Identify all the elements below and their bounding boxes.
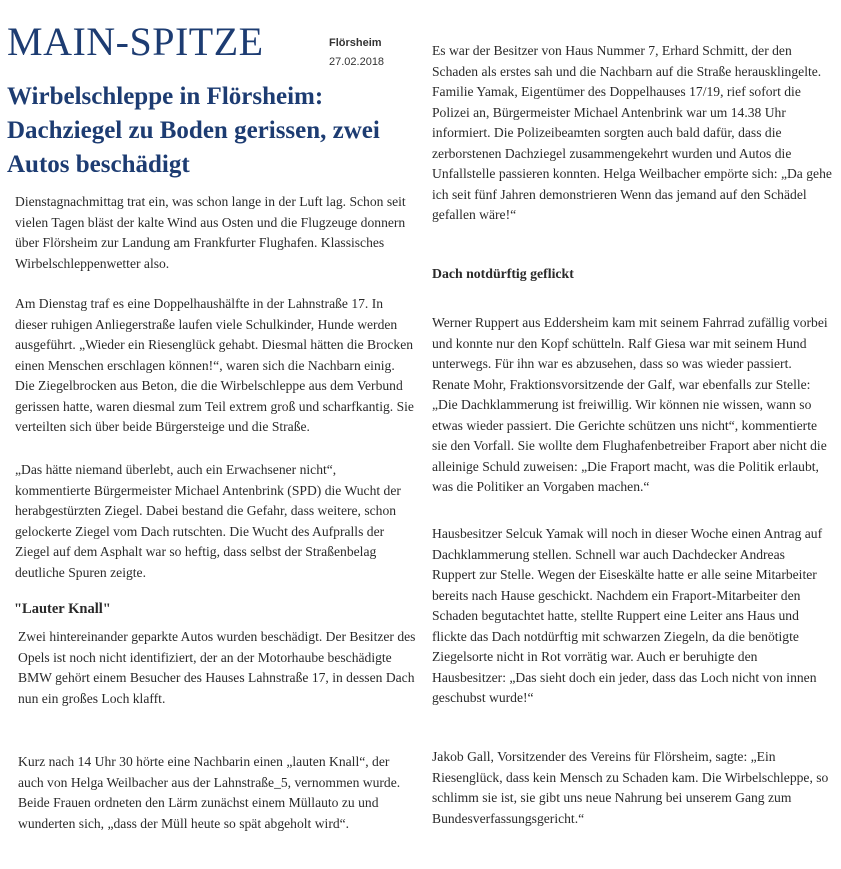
subheading-dach-geflickt: Dach notdürftig geflickt (432, 266, 574, 281)
paragraph: Dienstagnachmittag trat ein, was schon lange in der Luft lag. Schon seit vielen Tagen bläst der kalte Wind aus Osten und die Flugzeuge donnern über Flörsheim zur Landung am Frankfurter Flughafen. Klassisches Wirbelschleppenwetter also. (15, 194, 406, 271)
paragraph: Kurz nach 14 Uhr 30 hörte eine Nachbarin einen „lauten Knall“, der auch von Helga Weilbacher aus der Lahnstraße_5, vernommen wurde. Beide Frauen ordneten den Lärm zunächst einem Müllauto zu und wunderten sich, „dass der Müll heute so spät abgeholt wird“. (18, 754, 401, 831)
paragraph: „Das hätte niemand überlebt, auch ein Erwachsener nicht“, kommentierte Bürgermeister Michael Antenbrink (SPD) die Wucht der herabgestürzten Ziegel. Dabei bestand die Gefahr, dass weitere, schon gelockerte Ziegel vom Dach rutschten. Die Wucht des Aufpralls der Ziegel auf dem Asphalt war so heftig, dass selbst der Straßenbelag deutliche Spuren zeigte. (15, 462, 401, 580)
paragraph: Werner Ruppert aus Eddersheim kam mit seinem Fahrrad zufällig vorbei und konnte nur den Kopf schütteln. Ralf Giesa war mit seinem Hund unterwegs. Für ihn war es abzusehen, dass so was wieder passiert. Renate Mohr, Fraktionsvorsitzende der Galf, war ebenfalls zur Stelle: „Die Dachklammerung ist freiwillig. Wir können nie wissen, wann so etwas wieder passiert. Die Gerichte schützen uns nicht“, kommentierte sie den Vorfall. Sie wollte dem Flughafenbetreiber Fraport aber nicht die alleinige Schuld zuweisen: „Die Fraport macht, was die Politik erlaubt, was die Politiker an Vorgaben machen.“ (432, 315, 828, 494)
paragraph: Es war der Besitzer von Haus Nummer 7, Erhard Schmitt, der den Schaden als erstes sah und die Nachbarn auf die Straße herausklingelte. Familie Yamak, Eigentümer des Doppelhauses 17/19, rief sofort die Polizei an, Bürgermeister Michael Antenbrink war um 14.38 Uhr informiert. Die Polizeibeamten sorgten auch bald dafür, dass die zerborstenen Dachziegel zusammengekehrt wurden und Autos die Unfallstelle passieren konnten. Helga Weilbacher empörte sich: „Da gehe ich seit fünf Jahren demonstrieren Wenn das jemand auf den Schädel gefallen wäre!“ (432, 43, 832, 222)
right-para-3 (432, 524, 832, 709)
article-meta (329, 34, 384, 72)
right-para-4 (432, 747, 832, 829)
paragraph: Hausbesitzer Selcuk Yamak will noch in dieser Woche einen Antrag auf Dachklammerung stellen. Schnell war auch Dachdecker Andreas Ruppert zur Stelle. Wegen der Eiseskälte hatte er alle seine Mitarbeiter bereits nach Hause geschickt. Nachdem ein Fraport-Mitarbeiter den Schaden begutachtet hatte, stellte Ruppert eine Leiter ans Haus und flickte das Dach notdürftig mit schwarzen Ziegeln, da die benötigte Ziegelsorte nicht in Rot vorrätig war. Auch er beruhigte den Hausbesitzer: „Das sieht doch ein jeder, dass das Loch nicht von innen geschubst wurde!“ (432, 526, 823, 705)
right-para-2 (432, 313, 832, 498)
masthead-logo: MAIN-SPITZE (7, 19, 264, 64)
paragraph: Jakob Gall, Vorsitzender des Vereins für Flörsheim, sagte: „Ein Riesenglück, dass kein Mensch zu Schaden kam. Die Wirbelschleppe, so schlimm sie ist, sie gibt uns neue Nahrung bei unserem Gang zum Bundesverfassungsgericht.“ (432, 749, 829, 826)
paragraph: Zwei hintereinander geparkte Autos wurden beschädigt. Der Besitzer des Opels ist noch nicht identifiziert, der an der Motorhaube beschädigte BMW gehört einem Besucher des Hauses Lahnstraße 17, in dessen Dach nun ein großes Loch klafft. (18, 629, 416, 706)
left-para-3 (15, 460, 415, 583)
article-headline: Wirbelschleppe in Flörsheim: Dachziegel zu Boden gerissen, zwei Autos beschädigt (7, 83, 380, 178)
left-para-1 (15, 192, 415, 274)
left-para-4 (18, 627, 416, 709)
right-para-1 (432, 41, 832, 226)
dateline-date: 27.02.2018 (329, 56, 385, 68)
dateline-city: Flörsheim (329, 37, 382, 49)
left-para-2 (15, 294, 415, 438)
left-para-5 (18, 752, 416, 834)
subheading-lauter-knall: "Lauter Knall" (14, 601, 111, 617)
paragraph: Am Dienstag traf es eine Doppelhaushälfte in der Lahnstraße 17. In dieser ruhigen Anliegerstraße laufen viele Schulkinder, Hunde werden ausgeführt. „Wieder ein Riesenglück gehabt. Diesmal hätten die Brocken einen Menschen erschlagen können!“, waren sich die Nachbarn einig. Die Ziegelbrocken aus Beton, die die Wirbelschleppe aus dem Verbund gerissen hatte, waren diesmal zum Teil extrem groß und scharfkantig. Sie verteilten sich über beide Bürgersteige und die Straße. (15, 296, 414, 434)
